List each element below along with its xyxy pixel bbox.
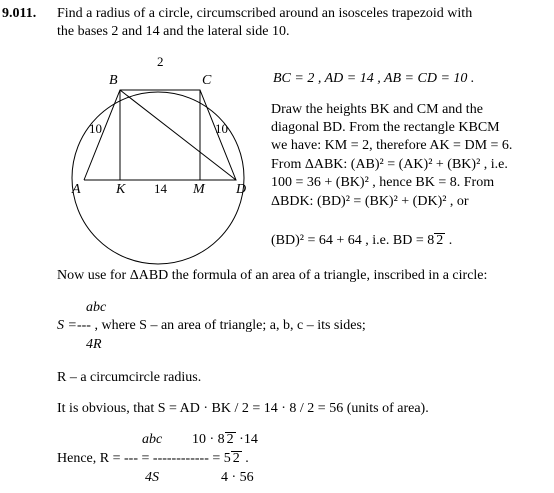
solution-line6: ΔBDK: (BD)² = (BK)² + (DK)² , or [271, 194, 469, 209]
circumcircle [72, 92, 247, 264]
solution-line2: diagonal BD. From the rectangle KBCM [271, 120, 500, 135]
label-m: M [193, 182, 205, 197]
final-end: . [241, 451, 249, 466]
area-formula-line [57, 318, 366, 334]
label-a: A [72, 182, 81, 197]
final-num-radicand: 2 [226, 432, 234, 447]
label-c: C [202, 73, 212, 88]
label-d: D [236, 182, 247, 197]
final-right-numerator [192, 432, 258, 448]
label-right-side: 10 [215, 121, 228, 136]
final-left-numerator: abc [142, 432, 163, 447]
final-eq2: = 5 [212, 451, 231, 466]
final-right-denominator: 4 · 56 [221, 470, 254, 485]
area-formula-lhs: S = [57, 318, 77, 333]
area-formula-numerator: abc [86, 300, 107, 315]
radius-definition: R – a circumcircle radius. [57, 370, 202, 385]
final-result-sqrt [231, 451, 242, 466]
area-formula-where: , where S – an area of triangle; a, b, c – its sides; [90, 318, 366, 333]
given-values: BC = 2 , AD = 14 , AB = CD = 10 . [273, 71, 475, 86]
final-right-dash: ------------ [152, 451, 209, 466]
final-result-radicand: 2 [232, 451, 240, 466]
sqrt-radicand: 2 [436, 233, 444, 248]
solution-line1: Draw the heights BK and CM and the [271, 102, 483, 117]
final-num-part-b: ·14 [235, 432, 258, 447]
final-left-denominator: 4S [145, 470, 159, 485]
bd-equation: (BD)² = 64 + 64 , i.e. BD = 8 [271, 233, 435, 248]
sqrt-two [434, 233, 445, 248]
bd-end: . [445, 233, 453, 248]
problem-number: 9.011. [2, 6, 37, 21]
final-equation-line [57, 451, 249, 467]
area-formula-dash: --- [76, 318, 91, 333]
final-eq1: = [141, 451, 150, 466]
label-bottom-mid: 14 [154, 181, 167, 196]
solution-line7 [271, 233, 452, 249]
label-left-side: 10 [89, 121, 102, 136]
problem-statement-line2: the bases 2 and 14 and the lateral side 10. [57, 24, 290, 39]
solution-line4: From ΔABK: (AB)² = (AK)² + (BK)² , i.e. [271, 157, 508, 172]
area-formula-denominator: 4R [86, 337, 102, 352]
final-hence: Hence, R = [57, 451, 121, 466]
final-num-part-a: 10 · 8 [192, 432, 225, 447]
solution-line5: 100 = 36 + (BK)² , hence BK = 8. From [271, 175, 495, 190]
label-k: K [116, 182, 126, 197]
formula-intro: Now use for ΔABD the formula of an area of a triangle, inscribed in a circle: [57, 268, 488, 283]
trapezoid [84, 90, 236, 180]
label-top-base: 2 [157, 54, 164, 69]
final-left-dash: --- [124, 451, 138, 466]
final-num-sqrt [225, 432, 236, 447]
label-b: B [109, 73, 118, 88]
solution-line3: we have: KM = 2, therefore AK = DM = 6. [271, 138, 513, 153]
problem-statement-line1: Find a radius of a circle, circumscribed around an isosceles trapezoid with [57, 6, 473, 21]
area-computation: It is obvious, that S = AD · BK / 2 = 14 · 8 / 2 = 56 (units of area). [57, 401, 429, 416]
